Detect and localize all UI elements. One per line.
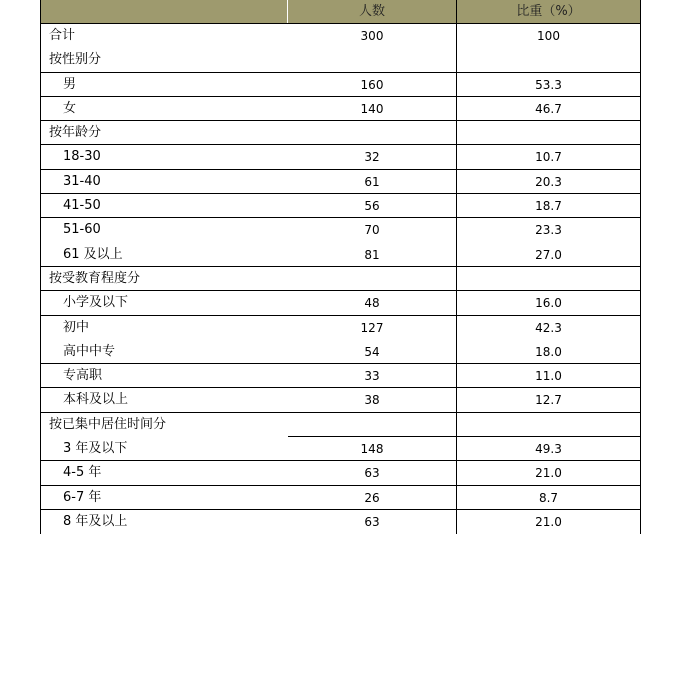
row-label: 合计 xyxy=(40,24,288,48)
table-row xyxy=(40,267,641,291)
table-row xyxy=(40,340,641,364)
statistics-table xyxy=(40,0,641,534)
row-share: 53.3 xyxy=(457,73,641,97)
row-count: 70 xyxy=(288,218,457,242)
row-count: 300 xyxy=(288,24,457,48)
row-label: 按性别分 xyxy=(40,48,288,72)
row-count: 63 xyxy=(288,510,457,534)
table-row xyxy=(40,316,641,340)
table-header-row xyxy=(40,0,641,24)
row-label: 3 年及以下 xyxy=(40,437,288,461)
row-label: 专高职 xyxy=(40,364,288,388)
row-share: 100 xyxy=(457,24,641,48)
row-count: 48 xyxy=(288,291,457,315)
row-count: 160 xyxy=(288,73,457,97)
row-label: 按年龄分 xyxy=(40,121,288,145)
row-share: 42.3 xyxy=(457,316,641,340)
header-count: 人数 xyxy=(288,0,457,23)
row-count: 33 xyxy=(288,364,457,388)
row-share xyxy=(457,121,641,145)
table-row xyxy=(40,218,641,242)
row-share xyxy=(457,267,641,291)
row-count xyxy=(288,267,457,291)
row-label: 6-7 年 xyxy=(40,486,288,510)
row-label: 男 xyxy=(40,73,288,97)
row-count: 148 xyxy=(288,437,457,461)
row-share: 21.0 xyxy=(457,461,641,485)
row-count: 140 xyxy=(288,97,457,121)
row-share: 16.0 xyxy=(457,291,641,315)
row-label: 18-30 xyxy=(40,145,288,169)
row-count: 26 xyxy=(288,486,457,510)
row-share: 21.0 xyxy=(457,510,641,534)
row-label: 4-5 年 xyxy=(40,461,288,485)
row-label: 本科及以上 xyxy=(40,388,288,412)
row-share: 12.7 xyxy=(457,388,641,412)
row-count: 38 xyxy=(288,388,457,412)
row-count xyxy=(288,413,457,437)
row-count: 54 xyxy=(288,340,457,364)
table-row xyxy=(40,461,641,485)
row-label: 小学及以下 xyxy=(40,291,288,315)
table-row xyxy=(40,486,641,510)
row-count: 63 xyxy=(288,461,457,485)
row-label: 51-60 xyxy=(40,218,288,242)
row-label: 高中中专 xyxy=(40,340,288,364)
table-row xyxy=(40,97,641,121)
table-row xyxy=(40,243,641,267)
row-share: 18.0 xyxy=(457,340,641,364)
row-share xyxy=(457,413,641,437)
table-row xyxy=(40,437,641,461)
header-share: 比重（%） xyxy=(457,0,641,23)
table-row xyxy=(40,121,641,145)
table-row xyxy=(40,413,641,437)
table-row xyxy=(40,48,641,72)
row-count: 32 xyxy=(288,145,457,169)
row-label: 初中 xyxy=(40,316,288,340)
table-row xyxy=(40,291,641,315)
row-share: 46.7 xyxy=(457,97,641,121)
row-label: 61 及以上 xyxy=(40,243,288,267)
table-row xyxy=(40,364,641,388)
table-body xyxy=(40,24,641,534)
row-share xyxy=(457,48,641,72)
row-count xyxy=(288,48,457,72)
table-row xyxy=(40,24,641,48)
row-count: 127 xyxy=(288,316,457,340)
row-share: 18.7 xyxy=(457,194,641,218)
row-share: 23.3 xyxy=(457,218,641,242)
row-share: 10.7 xyxy=(457,145,641,169)
table-row xyxy=(40,194,641,218)
row-count xyxy=(288,121,457,145)
row-share: 20.3 xyxy=(457,170,641,194)
row-share: 8.7 xyxy=(457,486,641,510)
table-row xyxy=(40,73,641,97)
table-row xyxy=(40,510,641,534)
row-label: 41-50 xyxy=(40,194,288,218)
row-share: 27.0 xyxy=(457,243,641,267)
row-label: 按受教育程度分 xyxy=(40,267,288,291)
row-count: 81 xyxy=(288,243,457,267)
row-share: 49.3 xyxy=(457,437,641,461)
row-count: 56 xyxy=(288,194,457,218)
table-row xyxy=(40,388,641,412)
table-row xyxy=(40,170,641,194)
row-share: 11.0 xyxy=(457,364,641,388)
row-label: 按已集中居住时间分 xyxy=(40,413,288,437)
row-count: 61 xyxy=(288,170,457,194)
header-category xyxy=(40,0,288,23)
row-label: 女 xyxy=(40,97,288,121)
table-row xyxy=(40,145,641,169)
row-label: 8 年及以上 xyxy=(40,510,288,534)
row-label: 31-40 xyxy=(40,170,288,194)
